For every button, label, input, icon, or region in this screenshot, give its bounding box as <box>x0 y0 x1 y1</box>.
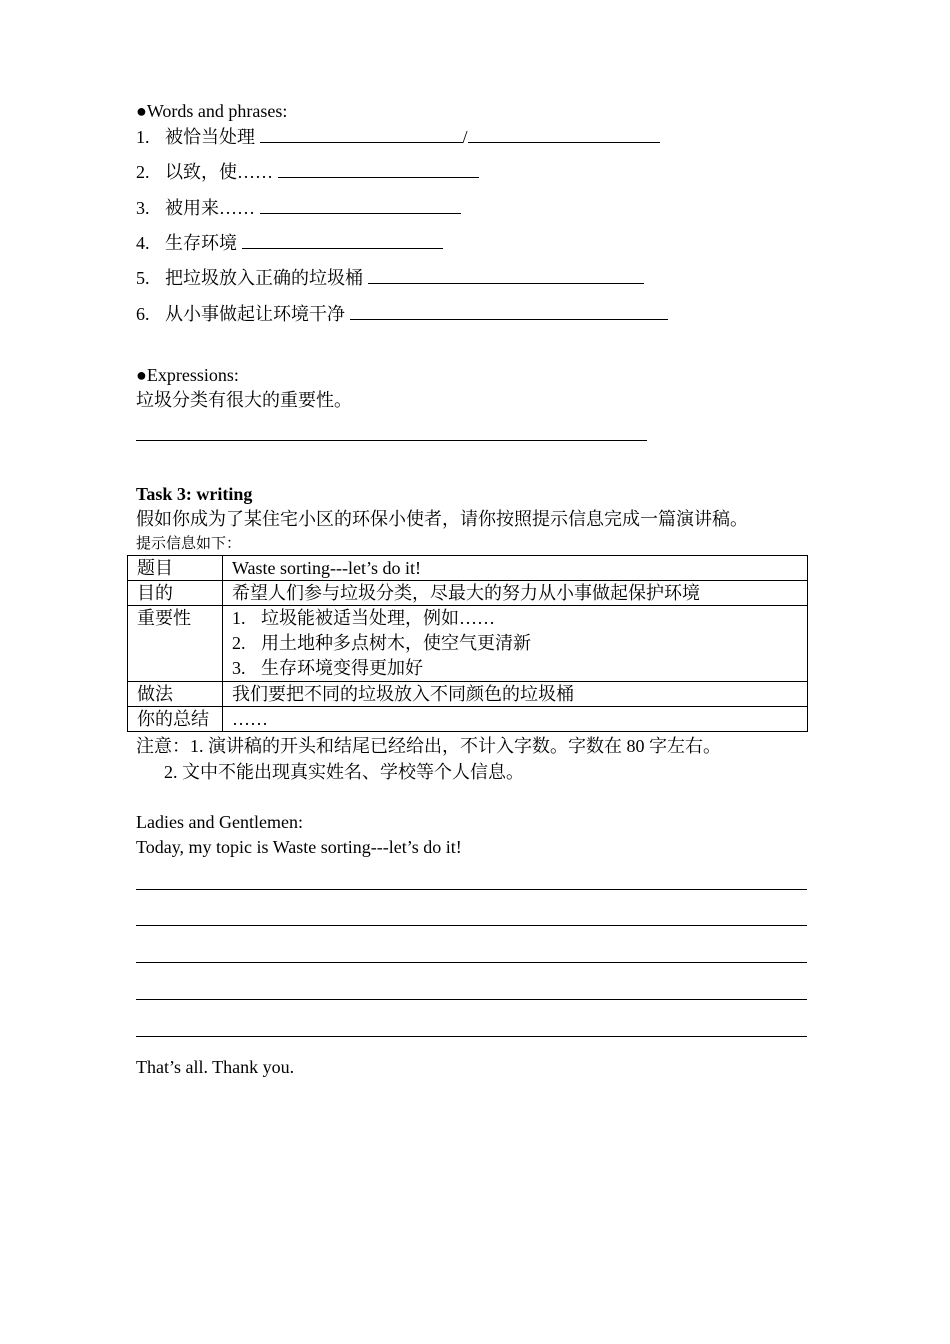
speech-opening: Today, my topic is Waste sorting---let’s do it! <box>136 837 462 857</box>
item-number: 3. <box>232 658 246 678</box>
item-text: 用土地种多点树木，使空气更清新 <box>261 633 531 653</box>
writing-line[interactable] <box>136 1036 807 1037</box>
item-number: 4. <box>136 233 150 253</box>
list-item <box>232 606 807 631</box>
writing-line[interactable] <box>136 889 807 890</box>
writing-line[interactable] <box>136 925 807 926</box>
purpose-value: 希望人们参与垃圾分类，尽最大的努力从小事做起保护环境 <box>223 581 808 606</box>
writing-line[interactable] <box>136 999 807 1000</box>
note-2: 2. 文中不能出现真实姓名、学校等个人信息。 <box>164 762 524 782</box>
expression-answer-line[interactable] <box>136 440 647 441</box>
note-1: 注意：1. 演讲稿的开头和结尾已经给出，不计入字数。字数在 80 字左右。 <box>136 736 721 756</box>
item-number: 6. <box>136 304 150 324</box>
table-row <box>128 606 808 682</box>
words-heading: ●Words and phrases: <box>136 101 288 121</box>
word-item-4 <box>136 232 443 254</box>
item-number: 1. <box>136 127 150 147</box>
word-item-6 <box>136 303 668 325</box>
writing-line[interactable] <box>136 962 807 963</box>
table-row <box>128 707 808 732</box>
topic-label: 题目 <box>128 556 223 581</box>
item-text: 从小事做起让环境干净 <box>165 304 350 324</box>
answer-blank[interactable] <box>278 161 479 178</box>
table-row <box>128 556 808 581</box>
answer-blank[interactable] <box>350 303 668 320</box>
answer-blank[interactable] <box>368 267 644 284</box>
item-text: 以致，使…… <box>165 162 278 182</box>
speech-closing: That’s all. Thank you. <box>136 1057 295 1077</box>
item-number: 1. <box>232 608 246 628</box>
expressions-prompt: 垃圾分类有很大的重要性。 <box>136 390 352 410</box>
item-text: 把垃圾放入正确的垃圾桶 <box>165 268 368 288</box>
table-row <box>128 682 808 707</box>
item-number: 3. <box>136 198 150 218</box>
task-title: Task 3: writing <box>136 484 253 504</box>
list-item <box>232 656 807 681</box>
speech-greeting: Ladies and Gentlemen: <box>136 812 303 832</box>
item-text: 生存环境变得更加好 <box>261 658 423 678</box>
answer-blank[interactable] <box>260 197 461 214</box>
importance-value <box>223 606 808 682</box>
answer-blank[interactable] <box>468 126 660 143</box>
word-item-1 <box>136 126 660 148</box>
item-text: 垃圾能被适当处理，例如…… <box>261 608 495 628</box>
word-item-3 <box>136 197 461 219</box>
item-text: 被用来…… <box>165 198 260 218</box>
topic-value: Waste sorting---let’s do it! <box>223 556 808 581</box>
slash-separator: / <box>462 127 468 147</box>
word-item-2 <box>136 161 479 183</box>
purpose-label: 目的 <box>128 581 223 606</box>
item-number: 2. <box>136 162 150 182</box>
task-intro: 假如你成为了某住宅小区的环保小使者，请你按照提示信息完成一篇演讲稿。 <box>136 509 748 529</box>
summary-value: …… <box>223 707 808 732</box>
word-item-5 <box>136 267 644 289</box>
importance-label: 重要性 <box>128 606 223 682</box>
item-number: 5. <box>136 268 150 288</box>
list-item <box>232 631 807 656</box>
method-label: 做法 <box>128 682 223 707</box>
item-text: 被恰当处理 <box>165 127 260 147</box>
prompt-table <box>127 555 808 732</box>
item-number: 2. <box>232 633 246 653</box>
summary-label: 你的总结 <box>128 707 223 732</box>
table-row <box>128 581 808 606</box>
method-value: 我们要把不同的垃圾放入不同颜色的垃圾桶 <box>223 682 808 707</box>
answer-blank[interactable] <box>260 126 463 143</box>
task-hint: 提示信息如下： <box>136 536 242 552</box>
item-text: 生存环境 <box>165 233 242 253</box>
importance-list <box>232 606 807 681</box>
answer-blank[interactable] <box>242 232 443 249</box>
expressions-heading: ●Expressions: <box>136 365 239 385</box>
